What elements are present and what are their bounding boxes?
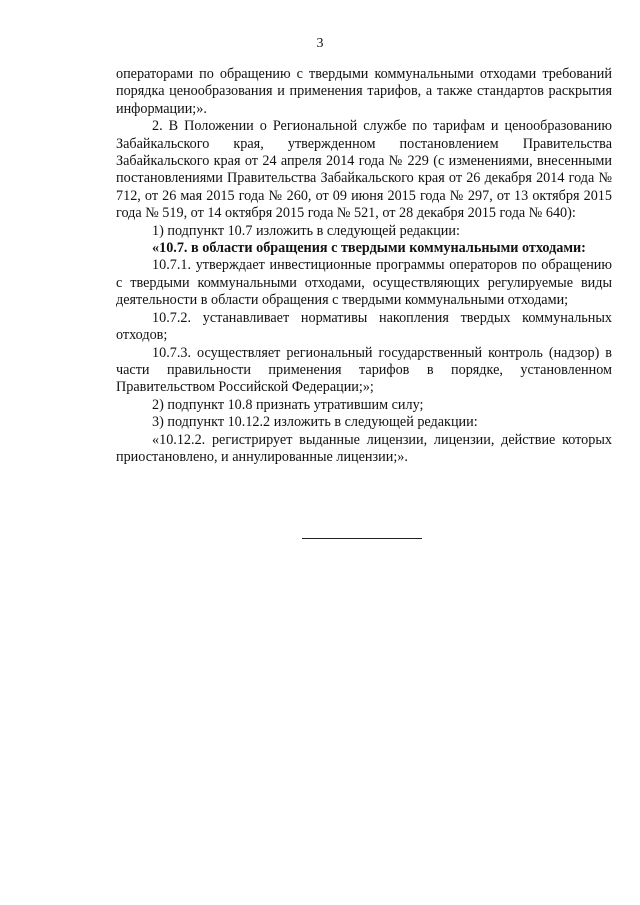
paragraph-10-7-2: 10.7.2. устанавливает нормативы накопления твердых коммунальных отходов; bbox=[116, 309, 612, 344]
end-divider-line bbox=[302, 538, 422, 539]
paragraph-subitem-1: 1) подпункт 10.7 изложить в следующей редакции: bbox=[152, 222, 460, 239]
paragraph-10-7-1: 10.7.1. утверждает инвестиционные программы операторов по обращению с твердыми коммунальными отходами, осуществляющих регулируемые виды деятельности в области обращения с твердыми коммунальными отходами; bbox=[116, 257, 612, 309]
paragraph-heading-10-7: «10.7. в области обращения с твердыми коммунальными отходами: bbox=[152, 240, 586, 257]
page-number: 3 bbox=[316, 36, 324, 51]
paragraph-continuation: операторами по обращению с твердыми коммунальными отходами требований порядка ценообразования и применения тарифов, а также стандартов раскрытия информации;». bbox=[116, 66, 612, 117]
paragraph-10-7-3: 10.7.3. осуществляет региональный государственный контроль (надзор) в части правильности применения тарифов в порядке, установленном Правительством Российской Федерации;»; bbox=[116, 344, 612, 396]
document-body bbox=[116, 66, 612, 466]
paragraph-subitem-2: 2) подпункт 10.8 признать утратившим силу; bbox=[152, 396, 424, 413]
paragraph-item-2: 2. В Положении о Региональной службе по тарифам и ценообразованию Забайкальского края, утвержденном постановлением Правительства Забайкальского края от 24 апреля 2014 года № 229 (с изменениями, внесенными постановлениями Правительства Забайкальского края от 26 декабря 2014 года № 712, от 26 мая 2015 года № 260, от 09 июня 2015 года № 297, от 13 октября 2015 года № 519, от 14 октября 2015 года № 521, от 28 декабря 2015 года № 640): bbox=[116, 118, 612, 222]
paragraph-10-12-2: «10.12.2. регистрирует выданные лицензии, лицензии, действие которых приостановлено, и аннулированные лицензии;». bbox=[116, 431, 612, 465]
paragraph-subitem-3: 3) подпункт 10.12.2 изложить в следующей редакции: bbox=[152, 414, 478, 431]
